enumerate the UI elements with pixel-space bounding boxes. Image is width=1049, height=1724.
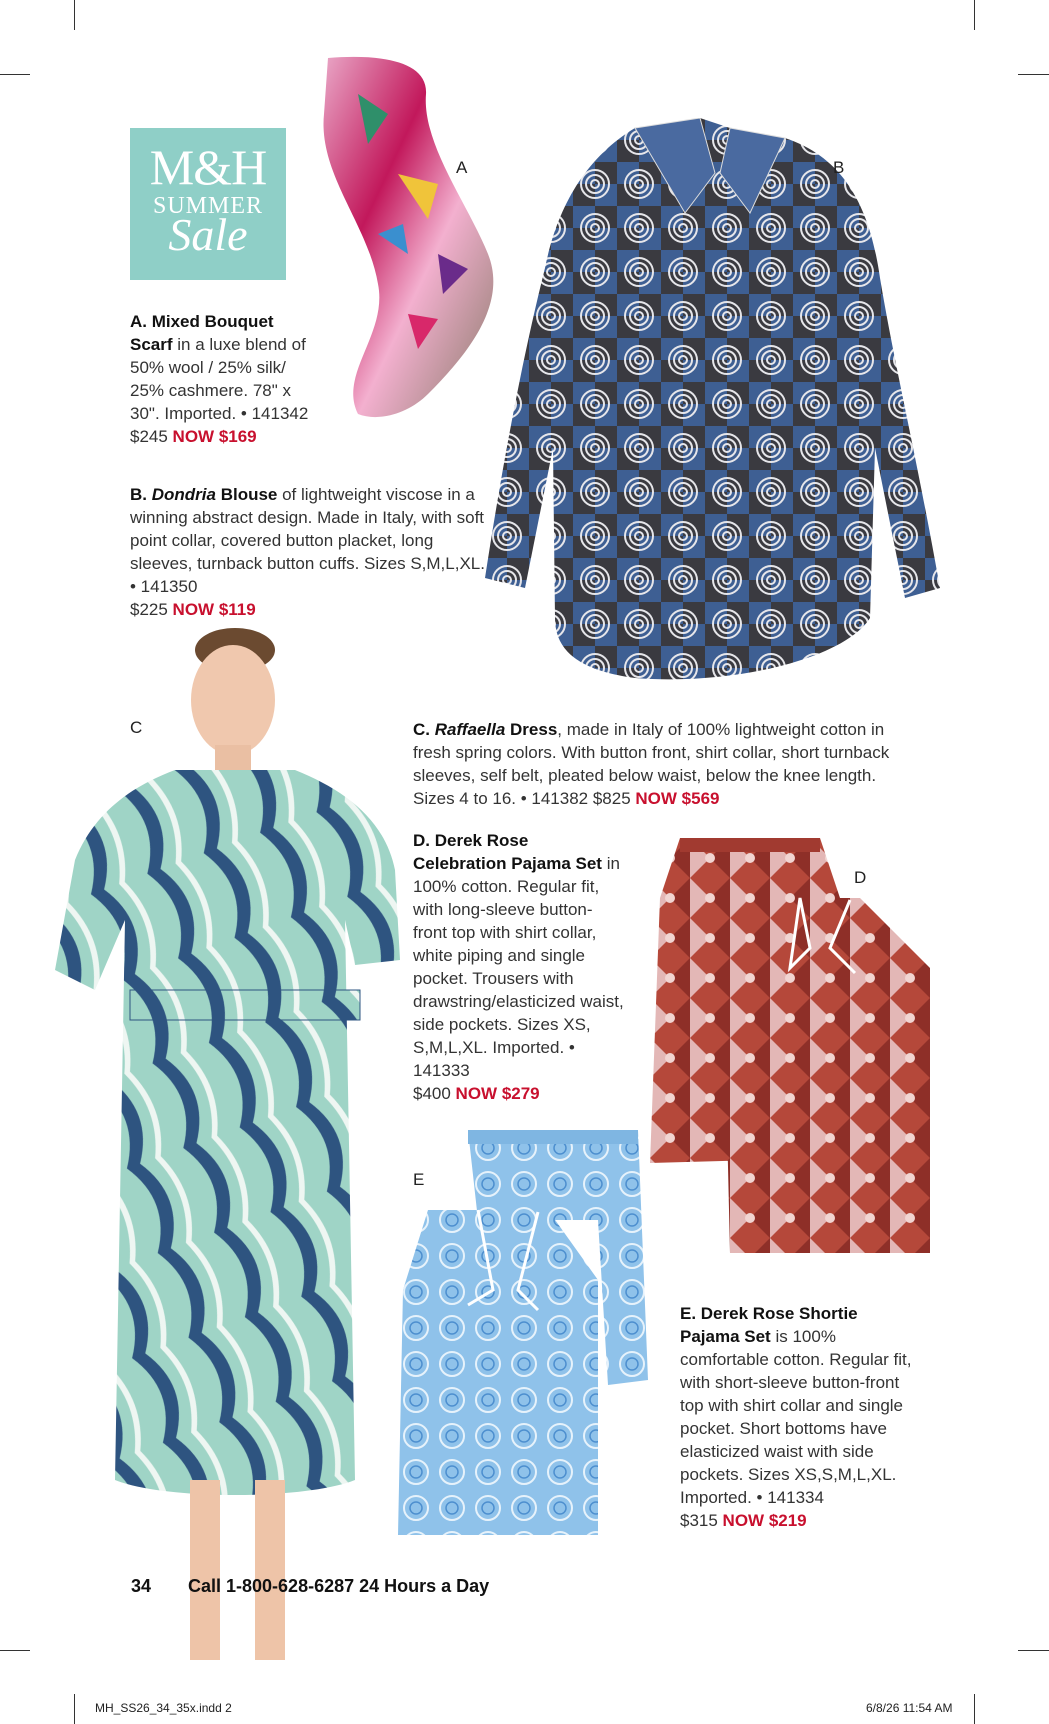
summer-sale-logo: [130, 128, 286, 280]
page-number: 34: [131, 1576, 152, 1596]
product-b-desc: of lightweight viscose in a winning abstract design. Made in Italy, with soft point collar, covered button placket, long sleeves, turnback button cuffs. Sizes S,M,L,XL. • 141350: [130, 485, 485, 596]
product-e-was-price: $315: [680, 1511, 723, 1530]
product-a-now-price: NOW $169: [172, 427, 257, 446]
product-d-now-price: NOW $279: [455, 1084, 540, 1103]
letter-d: D: [854, 868, 867, 887]
product-c-name: Dress: [505, 720, 558, 739]
product-a-name: A. Mixed Bouquet Scarf: [130, 312, 274, 354]
product-e-name: E. Derek Rose Shortie Pajama Set: [680, 1304, 858, 1346]
product-d-name: D. Derek Rose Celebration Pajama Set: [413, 831, 602, 873]
crop-mark: [1018, 1650, 1049, 1651]
product-e-desc: is 100% comfortable cotton. Regular fit, with short-sleeve button-front top with shirt collar and single pocket. Short bottoms have elasticized waist with side pockets. Sizes XS,S,M,L,XL. Imported. • 141334: [680, 1327, 912, 1507]
product-d-copy: [413, 829, 625, 1105]
product-c-copy: [413, 718, 913, 810]
product-b-copy: [130, 483, 488, 621]
product-c-prefix: C.: [413, 720, 435, 739]
crop-mark: [0, 74, 30, 75]
product-b-name: Blouse: [215, 485, 278, 504]
crop-mark: [974, 1694, 975, 1724]
shortie-pajama-image: [398, 1130, 648, 1535]
dress-model-image: [55, 620, 400, 1665]
letter-a: A: [456, 158, 468, 177]
crop-mark: [974, 0, 975, 30]
slug-date: 6/8/26 11:54 AM: [866, 1701, 953, 1715]
product-c-name-italic: Raffaella: [434, 720, 506, 739]
letter-b: B: [833, 158, 845, 177]
crop-mark: [74, 0, 75, 30]
pajama-set-image: [650, 838, 950, 1253]
product-b-name-italic: Dondria: [151, 485, 216, 504]
logo-line-2: SUMMER: [152, 193, 264, 219]
blouse-image: [485, 118, 940, 686]
crop-mark: [0, 1650, 30, 1651]
logo-line-1: M&H: [149, 139, 267, 195]
product-e-now-price: NOW $219: [722, 1511, 807, 1530]
product-d-was-price: $400: [413, 1084, 456, 1103]
product-e-copy: [680, 1302, 918, 1532]
crop-mark: [74, 1694, 75, 1724]
product-a-was-price: $245: [130, 427, 173, 446]
product-a-desc: in a luxe blend of 50% wool / 25% silk/ 25% cashmere. 78" x 30". Imported. • 141342: [130, 335, 309, 423]
product-b-now-price: NOW $119: [172, 600, 256, 619]
product-c-desc: , made in Italy of 100% lightweight cotton in fresh spring colors. With button front, shirt collar, short turnback sleeves, self belt, pleated below waist, below the knee length. Sizes 4 to 16. • 141382 $825: [413, 720, 890, 808]
product-c-now-price: NOW $569: [635, 789, 720, 808]
product-a-copy: [130, 310, 310, 448]
letter-c: C: [130, 718, 143, 737]
letter-e: E: [413, 1170, 425, 1189]
product-b-was-price: $225: [130, 600, 173, 619]
product-d-desc: in 100% cotton. Regular fit, with long-sleeve button-front top with shirt collar, white piping and single pocket. Trousers with drawstring/elasticized waist, side pockets. Sizes XS, S,M,L,XL. Imported. • 141333: [413, 854, 624, 1080]
product-b-prefix: B.: [130, 485, 152, 504]
slug-file-name: MH_SS26_34_35x.indd 2: [95, 1701, 232, 1715]
crop-mark: [1018, 74, 1049, 75]
logo-line-3: Sale: [168, 209, 248, 260]
call-line: Call 1-800-628-6287 24 Hours a Day: [188, 1576, 490, 1596]
